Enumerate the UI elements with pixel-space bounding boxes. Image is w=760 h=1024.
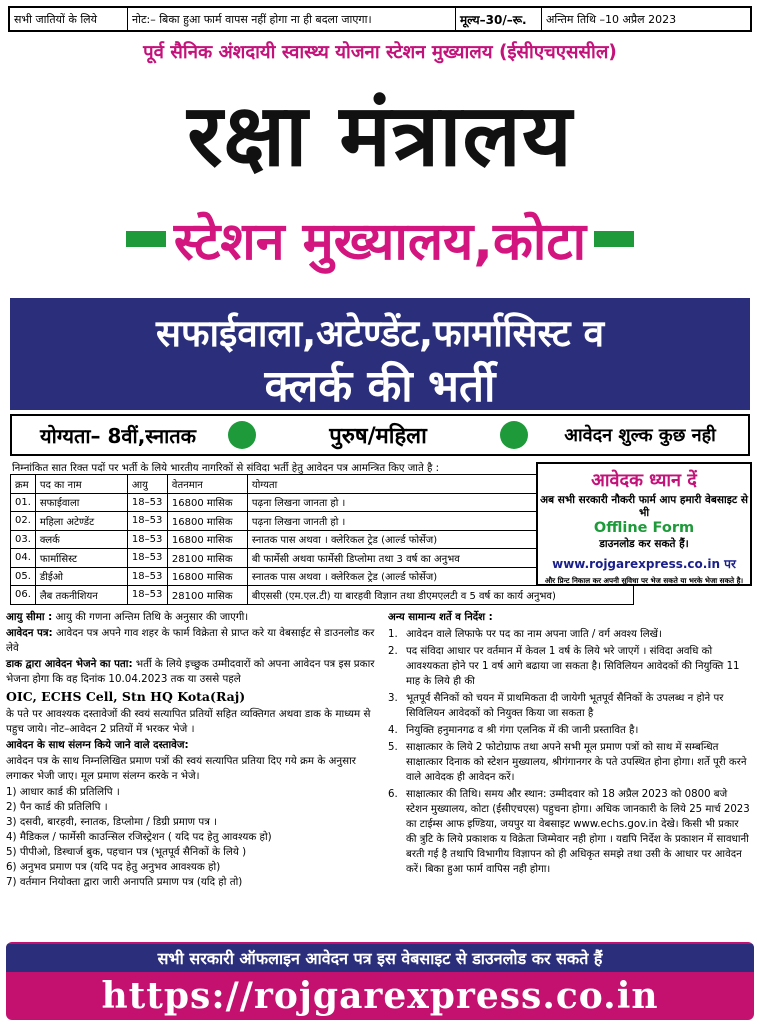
cell: 05.	[11, 567, 36, 586]
applicant-notice-box	[536, 462, 752, 586]
cell: 28100 मासिक	[167, 549, 247, 568]
for-all-castes: सभी जातियों के लिये	[10, 8, 128, 30]
posts-line-1: सफाईवाला,अटेण्डेंट,फार्मासिस्ट व	[155, 312, 605, 355]
cell: 18–53	[127, 549, 167, 568]
cell: स्नातक पास अथवा । क्लेरिकल ट्रेड (आर्ल्ड फोर्सेज)	[247, 530, 633, 549]
cell: 18–53	[127, 530, 167, 549]
cell: 18–53	[127, 512, 167, 531]
price: मूल्य–30/–रू.	[456, 8, 542, 30]
notice-body: अब सभी सरकारी नौकरी फार्म आप हमारी वेबसाइट से भी	[540, 494, 748, 519]
address-text-2: के पते पर आवश्यक दस्तावेजों की स्वयं सत्यापित प्रतियों सहित व्यक्तिगत अथवा डाक के माध्यम से पहुच जाये। नोट–आवेदन 2 प्रतियों में भरकर भेजे ।	[6, 708, 371, 735]
intro-text: निम्नांकित सात रिक्त पदों पर भर्ती के लिये भारतीय नागरिकों से संविदा भर्ती हेतु आवेदन पत्र आमन्त्रित किए जाते है :	[12, 463, 440, 474]
cell: 16800 मासिक	[167, 567, 247, 586]
address-text: भर्ती के लिये इच्छुक उम्मीदवारों को अपना आवेदन पत्र इस प्रकार भेजना होगा कि वह दिनांक 10.04.2023 तक या उससे पहले	[6, 658, 375, 685]
station-title-row	[8, 196, 752, 282]
cell: डीईओ	[35, 567, 127, 586]
ministry-title: रक्षा मंत्रालय	[187, 85, 573, 186]
green-dot-icon	[228, 421, 256, 449]
oic-address: OIC, ECHS Cell, Stn HQ Kota(Raj)	[6, 689, 246, 704]
list-item: 4. नियुक्ति हनुमानगढ व श्री गंगा एलनिक में की जानी प्रस्तावित है।	[388, 725, 639, 736]
cell: 16800 मासिक	[167, 493, 247, 512]
cell: महिला अटेण्डेंट	[35, 512, 127, 531]
list-item: 3) दसवी, बारहवी, स्नातक, डिप्लोमा / डिग्री प्रमाण पत्र ।	[6, 816, 218, 828]
green-dot-icon	[500, 421, 528, 449]
note-text: नोट:– बिका हुआ फार्म वापस नहीं होगा ना ही बदला जाएगा।	[128, 8, 456, 30]
eligibility-strip	[10, 414, 750, 456]
cell: 02.	[11, 512, 36, 531]
footer-tagline: सभी सरकारी ऑफलाइन आवेदन पत्र इस वेबसाइट से डाउनलोड कर सकते हैं	[6, 944, 754, 972]
cell: 16800 मासिक	[167, 512, 247, 531]
age-label: आयु सीमा :	[6, 611, 53, 623]
list-item: 5) पीपीओ, डिस्चार्ज बुक, पहचान पत्र (भूतपूर्व सैनिकों के लिये )	[6, 846, 247, 858]
age-text: आयु की गणना अन्तिम तिथि के अनुसार की जाएगी।	[55, 611, 249, 623]
conditions-heading: अन्य सामान्य शर्ते व निर्देश :	[388, 612, 493, 623]
cell: 16800 मासिक	[167, 530, 247, 549]
list-item: 2) पैन कार्ड की प्रतिलिपि ।	[6, 801, 108, 813]
notice-small-text: और प्रिन्ट निकाल कर अपनी सुविधा पर भेज सकते या भरके भेजा सकते है।	[544, 576, 744, 585]
col-qualification: योग्यता	[247, 475, 633, 494]
qualification: योग्यता– 8वीं,स्नातक	[39, 423, 197, 448]
docs-text: आवेदन पत्र के साथ निम्नलिखित प्रमाण पत्रों की स्वयं सत्यापित प्रतिया दिए गये क्रम के अनुसार लगाकर भेजी जाए। मूल प्रमाण संलग्न करके न भेजे।	[6, 755, 356, 782]
cell: 06.	[11, 586, 36, 605]
list-item: 5. साक्षात्कार के लिये 2 फोटोग्राफ तथा अपने सभी मूल प्रमाण पत्रों को साथ में सम्बन्धित साक्षात्कार दिनाक को स्टेशन मुख्यालय, श्रीगंगानगर के पते उपस्थित होना होगा। शर्ते पूरी करने वाले आवेदक ही आवेदन करें।	[388, 742, 747, 783]
cell: 18–53	[127, 567, 167, 586]
right-green-bar	[594, 231, 634, 247]
cell: 18–53	[127, 586, 167, 605]
application-fee: आवेदन शुल्क कुछ नही	[564, 425, 716, 446]
documents-list	[6, 785, 382, 890]
footer-website-link[interactable]: https://rojgarexpress.co.in	[101, 975, 659, 1017]
footer-banner	[6, 942, 754, 1020]
cell: क्लर्क	[35, 530, 127, 549]
address-label: डाक द्वारा आवेदन भेजने का पता:	[6, 658, 133, 670]
cell: 01.	[11, 493, 36, 512]
cell: लैब तकनीशियन	[35, 586, 127, 605]
top-info-bar	[8, 6, 752, 32]
notice-heading: आवेदक ध्यान दें	[591, 470, 697, 491]
notice-offline-form: Offline Form	[593, 520, 695, 536]
list-item: 4) मैडिकल / फार्मेसी काउन्सिल रजिस्ट्रेशन ( यदि पद हेतु आवश्यक हो)	[6, 831, 272, 843]
organization-name: पूर्व सैनिक अंशदायी स्वास्थ्य योजना स्टेशन मुख्यालय (ईसीएचएससील)	[143, 41, 617, 63]
cell: पढ़ना लिखना जानता हो ।	[247, 493, 633, 512]
last-date: अन्तिम तिथि –10 अप्रैल 2023	[546, 12, 677, 26]
cell: स्नातक पास अथवा । क्लेरिकल ट्रेड (आर्ल्ड फोर्सेज)	[247, 567, 633, 586]
cell: 28100 मासिक	[167, 586, 247, 605]
form-text: आवेदन पत्र अपने गाव शहर के फार्म विक्रेता से प्राप्त करे या वेबसाईट से डाउनलोड कर लेवे	[6, 627, 375, 654]
cell: सफाईवाला	[35, 493, 127, 512]
conditions-list	[388, 627, 752, 877]
cell: 18–53	[127, 493, 167, 512]
list-item: 3. भूतपूर्व सैनिकों को चयन में प्राथमिकता दी जायेगी भूतपूर्व सैनिकों के उपलब्ध न होने पर सिविलियन आवेदकों को नियुक्त किया जा सकता है	[388, 693, 724, 719]
cell: बी फार्मेसी अथवा फार्मेसी डिप्लोमा तथा 3 वर्ष का अनुभव	[247, 549, 633, 568]
list-item: 6. साक्षात्कार की तिथि। समय और स्थान: उम्मीदवार को 18 अप्रैल 2023 को 0800 बजे स्टेशन मुख्यालय, कोटा (ईसीएचएस) पहुचना होगा। अधिक जानकारी के लिये 25 मार्च 2023 का टाईम्स आफ इण्डिया, जयपुर या वेबसाइट www.echs.gov.in देखे। किसी भी प्रकार की त्रुटि के लिये प्रकाशक य विक्रेता जिम्मेवार नही होगा । यद्यपि निर्देश के प्रकाशन में सावधानी बरती गई है तथापि विभागीय विज्ञापन को ही अधिकृत समझे तथा उसी के आधार पर आवेदन करें। बिका हुआ फार्म वापिस नही होगा।	[388, 789, 750, 875]
posts-banner	[10, 298, 750, 410]
cell: फार्मासिस्ट	[35, 549, 127, 568]
col-age: आयु	[127, 475, 167, 494]
col-post-name: पद का नाम	[35, 475, 127, 494]
table-row	[11, 586, 634, 605]
cell: बीएससी (एम.एल.टी) या बारहवी विज्ञान तथा डीएमएलटी व 5 वर्ष का कार्य अनुभव)	[247, 586, 633, 605]
notice-url[interactable]: www.rojgarexpress.co.in पर	[552, 557, 736, 571]
list-item: 2. पद संविदा आधार पर वर्तमान में केवल 1 वर्ष के लिये भरे जाएगें । संविदा अवधि को आवश्यकता होने पर 1 वर्ष आगे बढाया जा सकता है। सिविलियन आवेदकों की नियुक्ति 11 माह के लिये ही की	[388, 646, 740, 687]
cell: पढ़ना लिखना जानती हो ।	[247, 512, 633, 531]
col-serial: क्रम	[11, 475, 36, 494]
notice-download: डाउनलोड कर सकते हैं।	[599, 538, 689, 550]
left-green-bar	[126, 231, 166, 247]
list-item: 1. आवेदन वाले लिफाफे पर पद का नाम अपना जाति / वर्ग अवश्य लिखें।	[388, 629, 662, 640]
station-title: स्टेशन मुख्यालय,कोटा	[173, 211, 587, 272]
docs-label: आवेदन के साथ संलग्न किये जाने वाले दस्तावेज:	[6, 739, 189, 751]
list-item: 7) वर्तमान नियोक्ता द्वारा जारी अनापति प्रमाण पत्र (यदि हो तो)	[6, 876, 243, 888]
list-item: 1) आधार कार्ड की प्रतिलिपि ।	[6, 786, 120, 798]
list-item: 6) अनुभव प्रमाण पत्र (यदि पद हेतु अनुभव आवश्यक हो)	[6, 861, 221, 873]
gender: पुरुष/महिला	[329, 424, 427, 449]
cell: 03.	[11, 530, 36, 549]
cell: 04.	[11, 549, 36, 568]
posts-line-2: क्लर्क की भर्ती	[264, 361, 496, 412]
left-info-column	[6, 610, 382, 890]
form-label: आवेदन पत्र:	[6, 627, 53, 639]
right-info-column	[388, 610, 752, 879]
col-pay: वेतनमान	[167, 475, 247, 494]
